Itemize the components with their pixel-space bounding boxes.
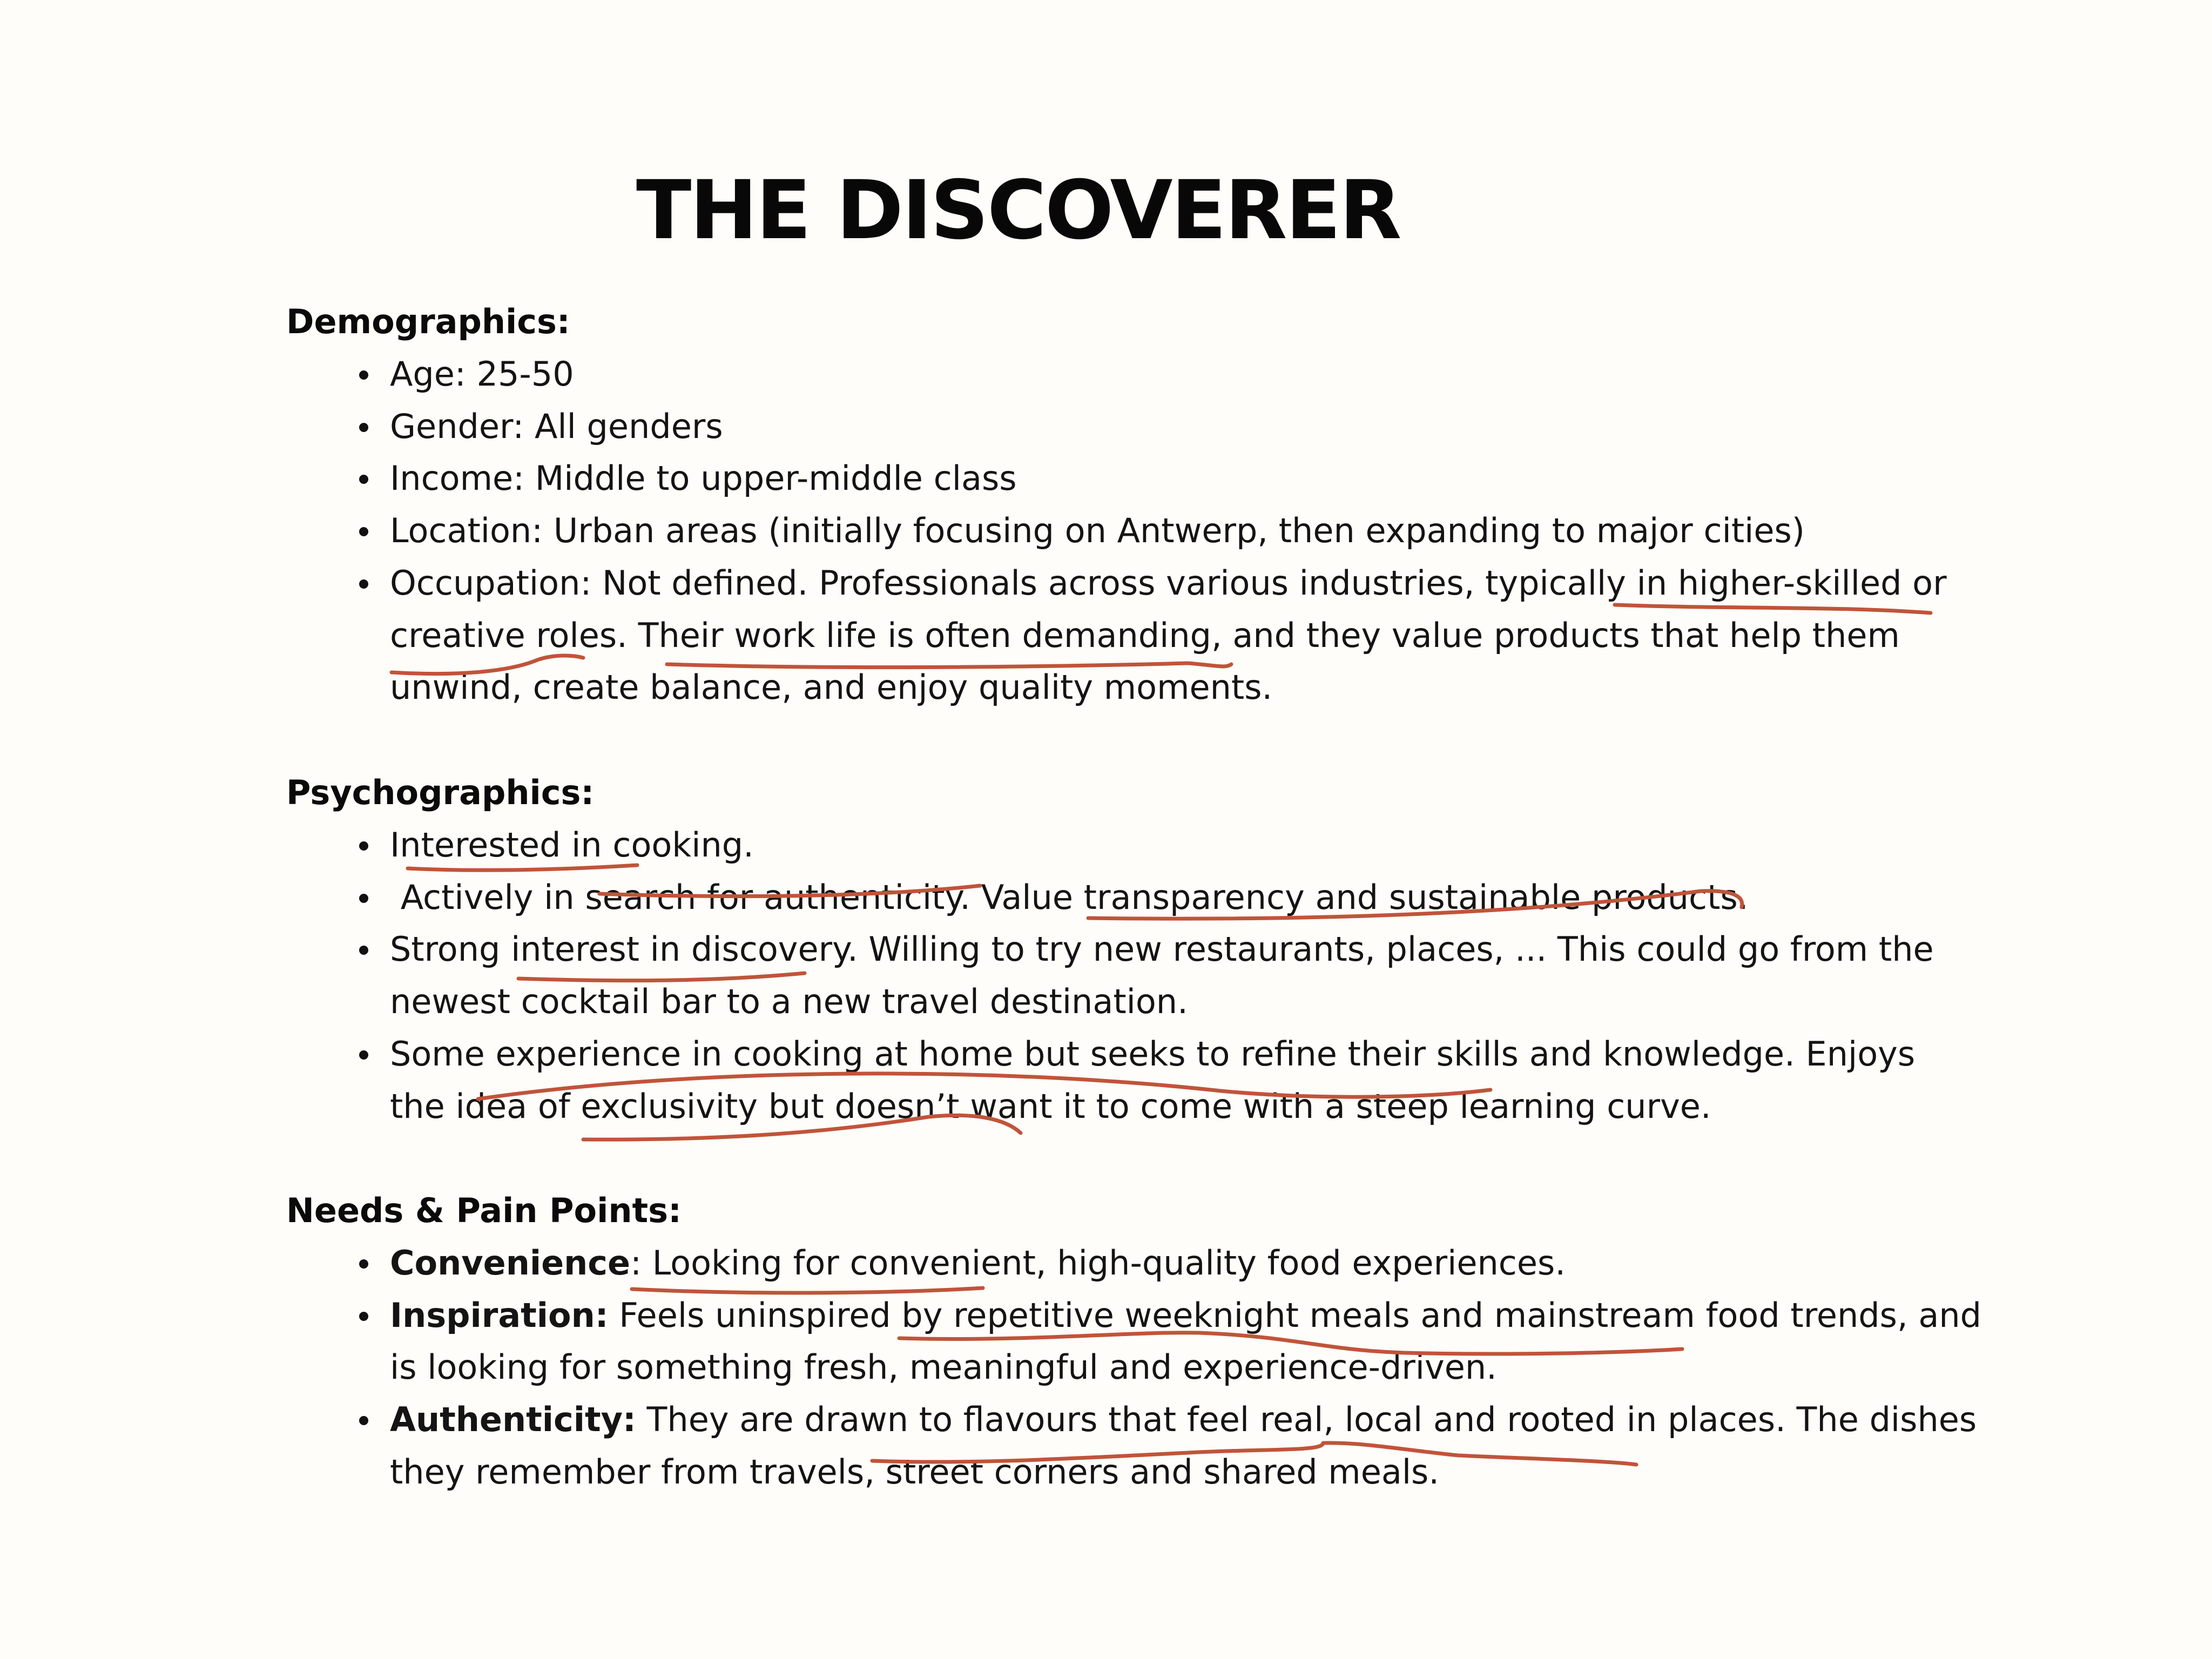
needs-heading: Needs & Pain Points: [286,1191,682,1230]
list-item: Inspiration: Feels uninspired by repetitive weeknight meals and mainstream food trends, and is looking for something fresh, meaningful and experience-driven. [286,1290,1998,1394]
item-lead: Convenience [390,1243,631,1283]
list-item: Income: Middle to upper-middle class [286,453,1998,505]
list-item: Location: Urban areas (initially focusing on Antwerp, then expanding to major cities) [286,505,1998,557]
item-lead: Inspiration: [390,1295,609,1335]
page-title: THE DISCOVERER [636,164,1400,258]
demographics-list [286,348,1998,714]
psychographics-list [286,819,1998,1132]
psychographics-heading: Psychographics: [286,773,595,812]
list-item: Authenticity: They are drawn to flavours that feel real, local and rooted in places. The dishes they remember from travels, street corners and shared meals. [286,1394,1998,1498]
demographics-heading: Demographics: [286,302,570,341]
list-item: Convenience: Looking for convenient, high-quality food experiences. [286,1237,1998,1290]
list-item: Gender: All genders [286,401,1998,453]
needs-list [286,1237,1998,1499]
list-item: Age: 25-50 [286,348,1998,401]
list-item: Some experience in cooking at home but seeks to refine their skills and knowledge. Enjoys the idea of exclusivity but doesn’t want it to come with a steep learning curve. [286,1028,1998,1132]
list-item: Actively in search for authenticity. Value transparency and sustainable products. [286,872,1998,924]
list-item: Interested in cooking. [286,819,1998,872]
list-item: Strong interest in discovery. Willing to try new restaurants, places, ... This could go from the newest cocktail bar to a new travel destination. [286,923,1998,1028]
item-lead: Authenticity: [390,1400,636,1440]
list-item: Occupation: Not defined. Professionals across various industries, typically in higher-skilled or creative roles. Their work life is often demanding, and they value products that help them unwind, create balance, and enjoy quality moments. [286,557,1998,714]
